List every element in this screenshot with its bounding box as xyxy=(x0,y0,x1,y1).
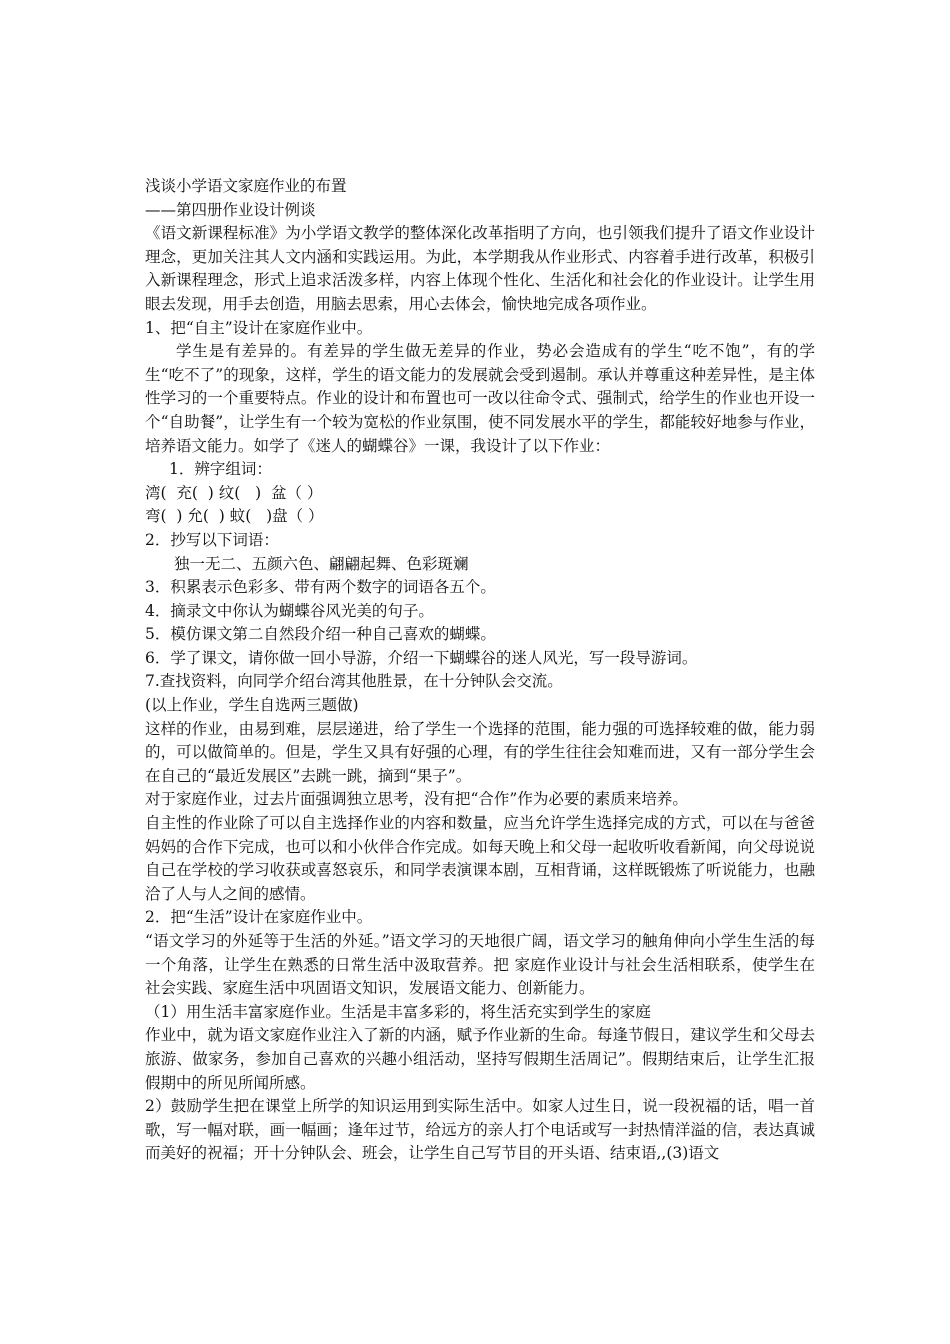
exercise-line: 独一无二、五颜六色、翩翩起舞、色彩斑斓 xyxy=(174,554,469,573)
paragraph: 《语文新课程标准》为小学语文教学的整体深化改革指明了方向，也引领我们提升了语文作业设计理念，更加关注其人文内涵和实践运用。为此，本学期我从作业形式、内容着手进行改革，积极引入新课程理念，形式上追求活泼多样，内容上体现个性化、生活化和社会化的作业设计。让学生用眼去发现，用手去创造，用脑去思索，用心去体会，愉快地完成各项作业。 xyxy=(145,224,815,313)
paragraph: 自主性的作业除了可以自主选择作业的内容和数量，应当允许学生选择完成的方式，可以在与爸爸妈妈的合作下完成，也可以和小伙伴合作完成。如每天晚上和父母一起收听收看新闻，向父母说说自己在学校的学习收获或喜怒哀乐，和同学表演课本剧，互相背诵，这样既锻炼了听说能力，也融洽了人与人之间的感情。 xyxy=(145,814,815,903)
paragraph: 2）鼓励学生把在课堂上所学的知识运用到实际生活中。如家人过生日，说一段祝福的话，唱一首歌，写一幅对联，画一幅画；逢年过节，给远方的亲人打个电话或写一封热情洋溢的信，表达真诚而美好的祝福；开十分钟队会、班会，让学生自己写节目的开头语、结束语,,(3)语文 xyxy=(145,1097,815,1163)
exercise-line: 弯( ) 允( ) 蚊( )盘（ ） xyxy=(145,507,324,526)
exercise-item: 2．抄写以下词语： xyxy=(145,530,279,549)
exercise-item: 3．积累表示色彩多、带有两个数字的词语各五个。 xyxy=(145,578,496,597)
exercise-item: 7.查找资料，向同学介绍台湾其他胜景，在十分钟队会交流。 xyxy=(145,672,563,691)
document-subtitle: ——第四册作业设计例谈 xyxy=(145,200,316,219)
paragraph: 对于家庭作业，过去片面强调独立思考，没有把“合作”作为必要的素质来培养。 xyxy=(145,790,688,809)
exercise-item: 5．模仿课文第二自然段介绍一种自己喜欢的蝴蝶。 xyxy=(145,625,496,644)
exercise-item: 1．辨字组词： xyxy=(169,460,272,479)
document-body xyxy=(145,175,815,1166)
exercise-line: 湾( 充( ) 纹( ) 盆（ ） xyxy=(145,483,323,502)
paragraph: 学生是有差异的。有差异的学生做无差异的作业，势必会造成有的学生“吃不饱”，有的学生“吃不了”的现象，这样，学生的语文能力的发展就会受到遏制。承认并尊重这种差异性，是主体性学习的一个重要特点。作业的设计和布置也可一改以往命令式、强制式，给学生的作业也开设一个“自助餐”，让学生有一个较为宽松的作业氛围，使不同发展水平的学生，都能较好地参与作业，培养语文能力。如学了《迷人的蝴蝶谷》一课，我设计了以下作业： xyxy=(145,342,815,455)
document-title: 浅谈小学语文家庭作业的布置 xyxy=(145,177,347,195)
paragraph: （1）用生活丰富家庭作业。生活是丰富多彩的，将生活充实到学生的家庭 xyxy=(145,1002,651,1021)
exercise-note: (以上作业，学生自选两三题做) xyxy=(145,696,359,715)
exercise-item: 6．学了课文，请你做一回小导游，介绍一下蝴蝶谷的迷人风光，写一段导游词。 xyxy=(145,648,698,667)
paragraph: 作业中，就为语文家庭作业注入了新的内涵，赋予作业新的生命。每逢节假日，建议学生和父母去旅游、做家务，参加自己喜欢的兴趣小组活动，坚持写假期生活周记”。假期结束后，让学生汇报假期中的所见所闻所感。 xyxy=(145,1026,815,1092)
section-heading: 2．把“生活”设计在家庭作业中。 xyxy=(145,908,373,927)
paragraph: “语文学习的外延等于生活的外延。”语文学习的天地很广阔，语文学习的触角伸向小学生生活的每一个角落，让学生在熟悉的日常生活中汲取营养。把 家庭作业设计与社会生活相联系，使学生在社会实践、家庭生活中巩固语文知识，发展语文能力、创新能力。 xyxy=(145,932,815,998)
section-heading: 1、把“自主”设计在家庭作业中。 xyxy=(145,318,373,337)
paragraph: 这样的作业，由易到难，层层递进，给了学生一个选择的范围，能力强的可选择较难的做，能力弱的，可以做简单的。但是，学生又具有好强的心理，有的学生往往会知难而进，又有一部分学生会在自己的“最近发展区”去跳一跳，摘到“果子”。 xyxy=(145,719,815,785)
exercise-item: 4．摘录文中你认为蝴蝶谷风光美的句子。 xyxy=(145,601,434,620)
